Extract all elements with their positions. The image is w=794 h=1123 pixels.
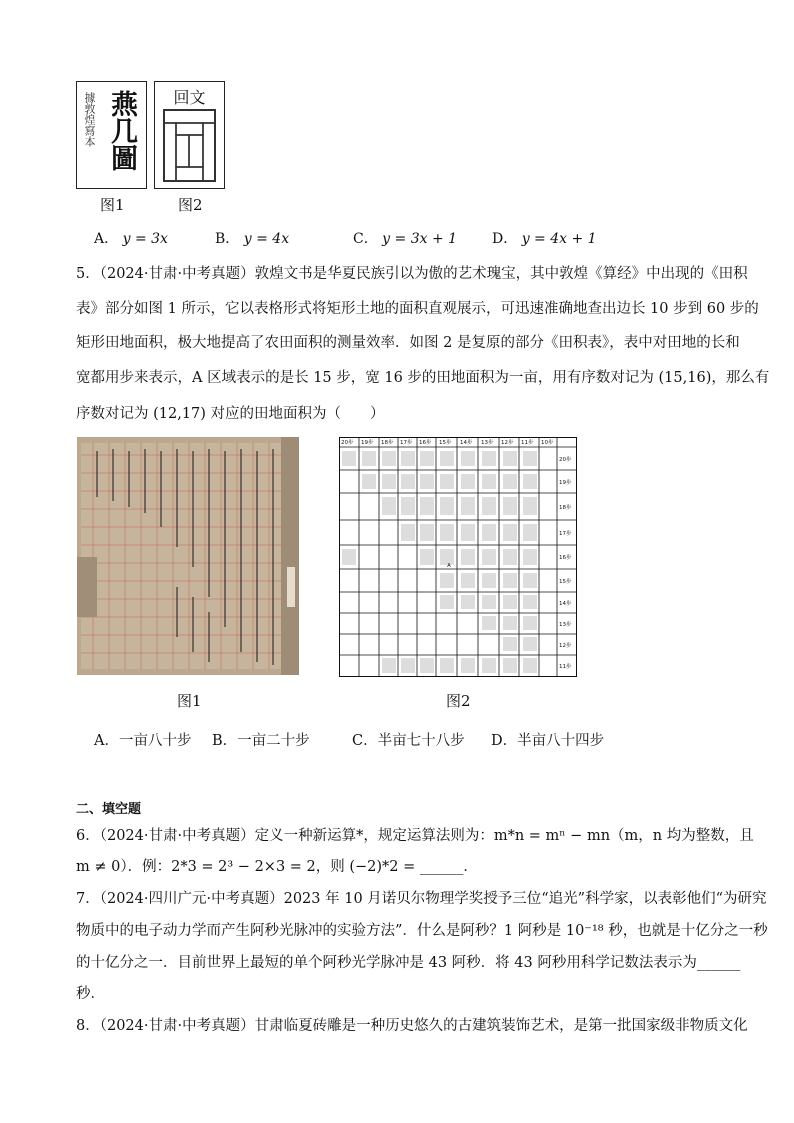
row-label: 18步 (559, 505, 572, 511)
book-vertical-text: 據敦煌寫本 (83, 92, 96, 147)
caption-fig2-q5: 图2 (446, 692, 471, 710)
option-label: D． (492, 231, 518, 247)
q5-line-2: 表》部分如图 1 所示，它以表格形式将矩形土地的面积直观展示，可迅速准确地查出边长 10 步到 60 步的 (76, 301, 759, 317)
q4-option-c[interactable] (353, 228, 457, 248)
row-label: 13步 (559, 622, 572, 628)
row-label: 14步 (559, 601, 572, 607)
option-label: B． (212, 733, 238, 749)
q6-line-1: 6．（2024·甘肃·中考真题）定义一种新运算*，规定运算法则为：m*n = mⁿ − mn（m，n 均为整数，且 (76, 828, 754, 844)
option-expr: y = 3x (122, 231, 168, 247)
header-cell: 17步 (400, 440, 413, 446)
q7-line-1: 7．（2024·四川广元·中考真题）2023 年 10 月诺贝尔物理学奖授予三位“追光”科学家，以表彰他们“为研究 (76, 891, 767, 907)
header-cell: 10步 (541, 440, 554, 446)
option-label: D． (491, 733, 518, 749)
svg-text:A: A (447, 563, 451, 569)
option-label: A． (94, 733, 119, 749)
field-table-svg (339, 437, 577, 677)
q5-option-c[interactable] (352, 729, 465, 750)
figure-huiwen-pattern (154, 81, 225, 189)
option-text: 半亩七十八步 (377, 733, 465, 749)
row-label: 17步 (559, 531, 572, 537)
option-expr: y = 3x + 1 (382, 231, 458, 247)
option-label: A． (94, 231, 119, 247)
q7-line-4: 秒． (76, 986, 105, 1002)
q5-option-b[interactable] (212, 729, 310, 750)
q5-line-3: 矩形田地面积，极大地提高了农田面积的测量效率．如图 2 是复原的部分《田积表》，表中对田地的长和 (76, 335, 740, 351)
section-title: 二、填空题 (76, 802, 142, 817)
huiwen-diagram (163, 109, 216, 182)
figure-yanji-book-cover (76, 81, 147, 189)
header-cell: 18步 (381, 440, 394, 446)
option-expr: y = 4x (243, 231, 290, 247)
q5-line-4: 宽都用步来表示，A 区域表示的是长 15 步，宽 16 步的田地面积为一亩，用有序数对记为 (15,16)，那么有 (76, 370, 770, 386)
q5-option-d[interactable] (491, 729, 604, 750)
q4-option-d[interactable] (492, 228, 597, 248)
row-label: 12步 (559, 643, 572, 649)
q7-line-2: 物质中的电子动力学而产生阿秒光脉冲的实验方法”．什么是阿秒？1 阿秒是 10⁻¹⁸ 秒，也就是十亿分之一秒 (76, 923, 768, 939)
header-cell: 15步 (439, 440, 452, 446)
header-cell: 13步 (481, 440, 494, 446)
option-text: 一亩八十步 (118, 733, 192, 749)
book-title: 燕几圖 (106, 90, 137, 171)
row-label: 20步 (559, 457, 572, 463)
q5-line-1: 5．（2024·甘肃·中考真题）敦煌文书是华夏民族引以为傲的艺术瑰宝，其中敦煌《算经》中出现的《田积 (76, 266, 748, 282)
header-cell: 12步 (501, 440, 514, 446)
header-cell: 19步 (361, 440, 374, 446)
header-cell: 20步 (341, 440, 354, 446)
option-text: 半亩八十四步 (517, 733, 605, 749)
row-label: 15步 (559, 579, 572, 585)
header-cell: 11步 (521, 440, 534, 446)
header-cell: 14步 (460, 440, 473, 446)
caption-fig2-top: 图2 (178, 196, 203, 214)
q4-option-a[interactable] (94, 228, 168, 248)
huiwen-title: 回文 (173, 88, 206, 107)
q6-line-2: m ≠ 0）．例：2*3 = 2³ − 2×3 = 2，则 (−2)*2 = ______． (76, 859, 478, 875)
row-label: 16步 (559, 555, 572, 561)
field-area-table (339, 437, 577, 677)
option-label: B． (215, 231, 240, 247)
q5-line-5: 序数对记为 (12,17) 对应的田地面积为（ ） (76, 406, 385, 422)
q7-line-3: 的十亿分之一．目前世界上最短的单个阿秒光学脉冲是 43 阿秒．将 43 阿秒用科学记数法表示为______ (76, 955, 741, 971)
option-text: 一亩二十步 (237, 733, 310, 749)
q8-line-1: 8．（2024·甘肃·中考真题）甘肃临夏砖雕是一种历史悠久的古建筑装饰艺术，是第一批国家级非物质文化 (76, 1018, 748, 1034)
q4-option-b[interactable] (215, 228, 289, 248)
caption-fig1-top: 图1 (100, 196, 125, 214)
option-label: C． (352, 733, 378, 749)
header-cell: 16步 (419, 440, 432, 446)
row-label: 11步 (559, 664, 572, 670)
q5-option-a[interactable] (94, 729, 191, 750)
dunhuang-manuscript-photo (77, 437, 299, 675)
manuscript-image (77, 437, 299, 675)
row-label: 19步 (559, 480, 572, 486)
option-label: C． (353, 231, 378, 247)
caption-fig1-q5: 图1 (177, 692, 202, 710)
option-expr: y = 4x + 1 (521, 231, 597, 247)
